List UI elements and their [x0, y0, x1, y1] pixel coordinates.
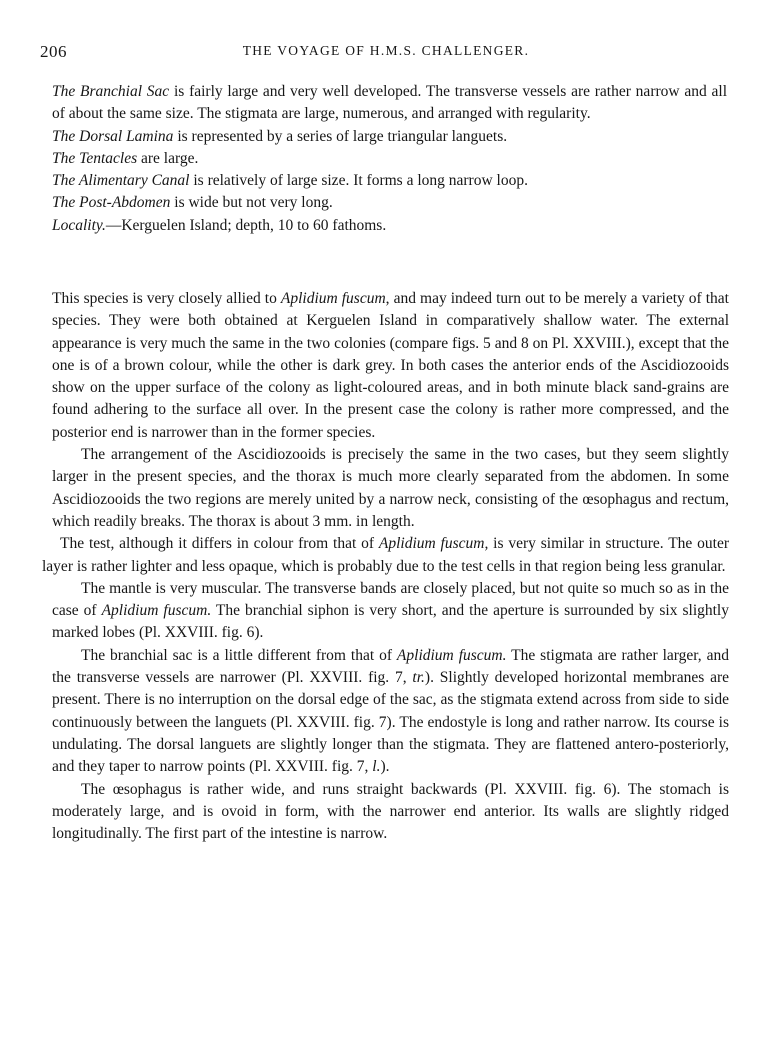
locality-label: Locality.: [52, 216, 106, 234]
p1-species-name: Aplidium fuscum: [280, 290, 386, 307]
p5-text-c: ). Slightly developed horizontal membranes are present. There is no interruption on the dorsal edge of the sac, as the stigmata extend across from side to side continuously between the languets (Pl. XXVIII. fig. 7). The endostyle is long and rather narrow. Its course is undulating. The dorsal languets are slightly longer than the stigmata. They are flattened antero-posteriorly, and they taper to narrow points (Pl. XXVIII. fig. 7,: [52, 669, 729, 776]
branchial-sac-paragraph: [52, 81, 727, 126]
tentacles-paragraph: [52, 148, 727, 170]
p1-text-b: , and may indeed turn out to be merely a variety of that species. They were both obtained at Kerguelen Island in comparatively shallow water. The external appearance is very much the same in the two colonies (compare figs. 5 and 8 on Pl. XXVIII.), except that the one is of a brown colour, while the other is dark grey. In both cases the anterior ends of the Ascidiozooids show on the upper surface of the colony as light-coloured areas, and in both minute black sand-grains are found adhering to the surface all over. In the present case the colony is rather more compressed, and the posterior end is narrower than in the former species.: [52, 290, 729, 441]
p5-text-d: ).: [380, 758, 390, 776]
alimentary-canal-label: The Alimentary Canal: [52, 172, 190, 190]
p4-species-name: Aplidium fuscum.: [101, 602, 212, 620]
species-discussion: [42, 288, 729, 845]
dorsal-lamina-paragraph: [52, 126, 727, 148]
p2-text: The arrangement of the Ascidiozooids is precisely the same in the two cases, but they seem slightly larger in the present species, and the thorax is much more clearly separated from the abdomen. In some Ascidiozooids the two regions are merely united by a narrow neck, consisting of the œsophagus and rectum, which readily breaks. The thorax is about 3 mm. in length.: [52, 446, 729, 530]
discussion-paragraph-1: [52, 288, 729, 444]
p4-text-a: The mantle is very muscular. The transverse bands are closely placed, but not quite so much so as in the case of: [52, 579, 729, 620]
tentacles-label: The Tentacles: [52, 149, 138, 167]
dorsal-lamina-label: The Dorsal Lamina: [52, 127, 174, 145]
discussion-paragraph-5: [52, 645, 729, 779]
running-title: THE VOYAGE OF H.M.S. CHALLENGER.: [242, 43, 530, 58]
p6-text: The œsophagus is rather wide, and runs straight backwards (Pl. XXVIII. fig. 6). The stomach is moderately large, and is ovoid in form, with the narrower end anterior. Its walls are slightly ridged longitudinally. The first part of the intestine is narrow.: [52, 780, 729, 843]
p3-text-b: is very similar in structure. The outer layer is rather lighter and less opaque, which is probably due to the test cells in that region being less granular.: [42, 535, 729, 575]
alimentary-canal-text: is relatively of large size. It forms a long narrow loop.: [189, 172, 528, 190]
p5-species-name: Aplidium fuscum.: [396, 646, 507, 664]
p5-text-a: The branchial sac is a little different from that of: [81, 646, 397, 664]
p5-text-b: The stigmata are rather larger, and the transverse vessels are narrower (Pl. XXVIII. fig. 7,: [52, 646, 729, 687]
page-number: 206: [40, 42, 67, 61]
branchial-sac-text: is fairly large and very well developed. The transverse vessels are rather narrow and all of about the same size. The stigmata are large, numerous, and arranged with regularity.: [52, 83, 728, 123]
p1-text-a: This species is very closely allied to: [52, 290, 281, 307]
discussion-paragraph-3: [42, 533, 729, 578]
discussion-paragraph-6: [52, 779, 729, 846]
discussion-paragraph-2: [52, 444, 729, 533]
page-header: [40, 42, 732, 64]
locality-paragraph: [52, 215, 727, 237]
alimentary-canal-paragraph: [52, 170, 727, 192]
post-abdomen-paragraph: [52, 192, 727, 214]
branchial-sac-label: The Branchial Sac: [52, 83, 170, 100]
p5-figure-ref-l: l.: [372, 758, 381, 776]
p3-text-a: The test, although it differs in colour from that of: [60, 535, 379, 553]
p5-figure-ref-tr: tr.: [412, 669, 425, 687]
p3-species-name: Aplidium fuscum,: [378, 535, 489, 553]
tentacles-text: are large.: [137, 149, 199, 167]
p4-text-b: The branchial siphon is very short, and the aperture is surrounded by six slightly marked lobes (Pl. XXVIII. fig. 6).: [52, 602, 729, 642]
discussion-paragraph-4: [52, 578, 729, 645]
dorsal-lamina-text: is represented by a series of large triangular languets.: [173, 127, 508, 145]
post-abdomen-text: is wide but not very long.: [170, 194, 333, 212]
post-abdomen-label: The Post-Abdomen: [52, 194, 171, 212]
locality-text: —Kerguelen Island; depth, 10 to 60 fathoms.: [105, 216, 387, 234]
species-description: [52, 81, 727, 237]
